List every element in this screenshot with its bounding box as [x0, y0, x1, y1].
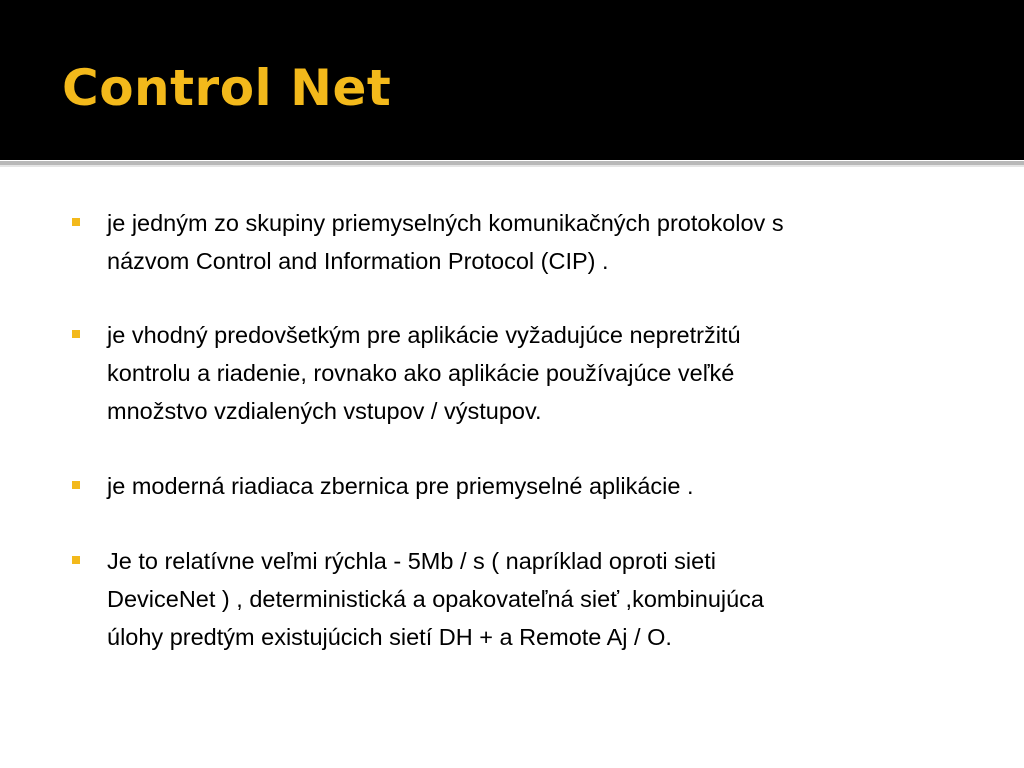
bullet-text: je vhodný predovšetkým pre aplikácie vyžadujúce nepretržitú kontrolu a riadenie, rovnako ako aplikácie používajúce veľké množstvo vzdialených vstupov / výstupov. — [107, 322, 741, 424]
bullet-text: Je to relatívne veľmi rýchla - 5Mb / s ( napríklad oproti sieti DeviceNet ) , deterministická a opakovateľná sieť ,kombinujúca úlohy predtým existujúcich sietí DH + a Remote Aj / O. — [107, 548, 765, 650]
square-bullet-icon — [72, 330, 80, 338]
square-bullet-icon — [72, 481, 80, 489]
bullet-text: je jedným zo skupiny priemyselných komunikačných protokolov s názvom Control and Information Protocol (CIP) . — [107, 210, 784, 274]
square-bullet-icon — [72, 556, 80, 564]
bullet-text: je moderná riadiaca zbernica pre priemyselné aplikácie . — [107, 473, 694, 499]
slide-title: Control Net — [62, 59, 392, 117]
square-bullet-icon — [72, 218, 80, 226]
